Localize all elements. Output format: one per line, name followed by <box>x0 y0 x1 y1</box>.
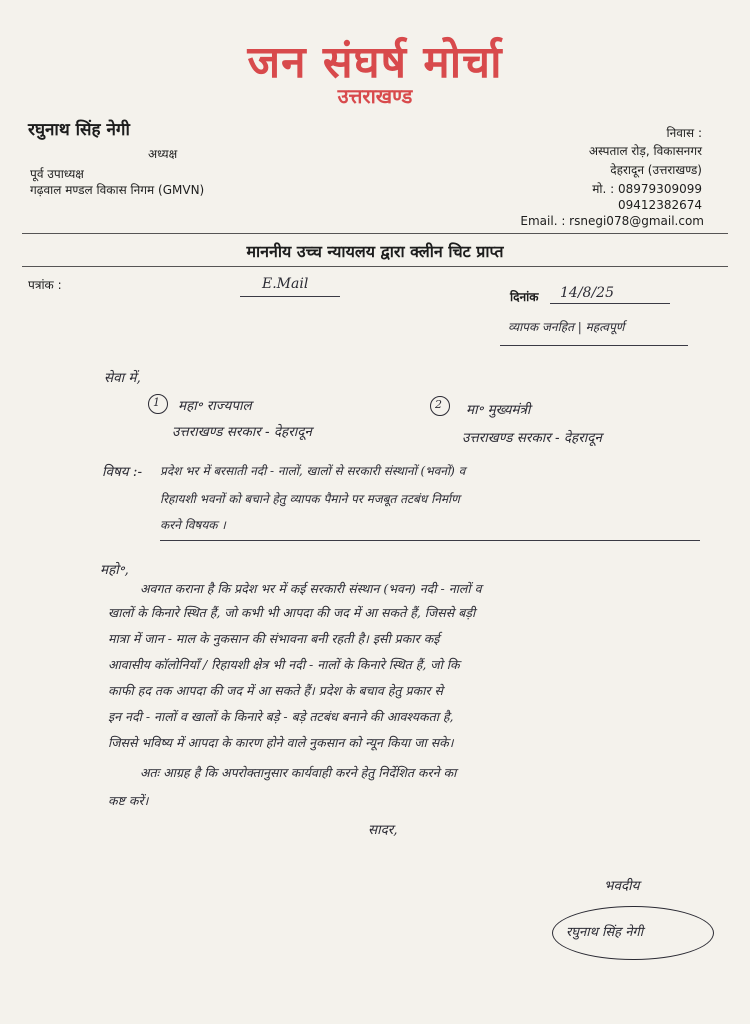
org-state: उत्तराखण्ड <box>337 84 413 108</box>
recipient-1-name: महा॰ राज्यपाल <box>178 398 252 414</box>
residence-label: निवास : <box>666 126 702 140</box>
former-org: गढ़वाल मण्डल विकास निगम (GMVN) <box>30 183 205 197</box>
former-post: पूर्व उपाध्यक्ष <box>30 167 84 181</box>
salutation: सेवा में, <box>104 370 141 386</box>
tag-underline <box>500 345 688 346</box>
recipient-2-number: 2 <box>435 398 442 411</box>
mobile-1: मो. : 08979309099 <box>592 182 702 196</box>
subject-line-2: रिहायशी भवनों को बचाने हेतु व्यापक पैमाने पर मजबूत तटबंध निर्माण <box>160 492 460 506</box>
tag-handwritten: व्यापक जनहित | महत्वपूर्ण <box>508 320 625 334</box>
sign-label: भवदीय <box>604 878 640 894</box>
banner-text: माननीय उच्च न्यायलय द्वारा क्लीन चिट प्राप्त <box>246 242 504 261</box>
patrank-label: पत्रांक : <box>28 278 62 292</box>
subject-line-1: प्रदेश भर में बरसाती नदी - नालों, खालों से सरकारी संस्थानों (भवनों) व <box>160 464 466 478</box>
recipient-2-name: मा॰ मुख्यमंत्री <box>466 402 531 418</box>
mobile-2: 09412382674 <box>618 198 702 212</box>
signature: रघुनाथ सिंह नेगी <box>566 925 644 940</box>
body-line: कष्ट करें। <box>108 793 149 808</box>
subject-label: विषय :- <box>102 464 143 480</box>
address-line-1: अस्पताल रोड़, विकासनगर <box>588 144 702 158</box>
date-handwritten: 14/8/25 <box>560 285 614 301</box>
dinank-label: दिनांक <box>510 290 539 304</box>
person-role: अध्यक्ष <box>148 147 178 161</box>
recipient-1-org: उत्तराखण्ड सरकार - देहरादून <box>172 424 312 440</box>
date-underline <box>550 303 670 304</box>
header-rule-top <box>22 233 728 234</box>
mode-handwritten: E.Mail <box>262 276 309 292</box>
email-address: Email. : rsnegi078@gmail.com <box>520 214 704 228</box>
subject-line-3: करने विषयक । <box>160 518 226 532</box>
mode-underline <box>240 296 340 297</box>
subject-underline <box>160 540 700 541</box>
body-line: मात्रा में जान - माल के नुकसान की संभावना बनी रहती है। इसी प्रकार कई <box>108 631 440 646</box>
body-line: काफी हद तक आपदा की जद में आ सकते हैं। प्रदेश के बचाव हेतु प्रकार से <box>108 683 444 698</box>
body-line: आवासीय कॉलोनियाँ / रिहायशी क्षेत्र भी नदी - नालों के किनारे स्थित हैं, जो कि <box>108 657 460 672</box>
body-line: जिससे भविष्य में आपदा के कारण होने वाले नुकसान को न्यून किया जा सके। <box>108 735 454 750</box>
greeting: महो॰, <box>100 562 129 578</box>
recipient-2-org: उत्तराखण्ड सरकार - देहरादून <box>462 430 602 446</box>
body-line: खालों के किनारे स्थित हैं, जो कभी भी आपदा की जद में आ सकते हैं, जिससे बड़ी <box>108 605 476 620</box>
body-line: अवगत कराना है कि प्रदेश भर में कई सरकारी संस्थान (भवन) नदी - नालों व <box>140 581 482 596</box>
address-line-2: देहरादून (उत्तराखण्ड) <box>610 163 702 177</box>
recipient-1-number: 1 <box>153 396 160 409</box>
body-line: इन नदी - नालों व खालों के किनारे बड़े - बड़े तटबंध बनाने की आवश्यकता है, <box>108 709 454 724</box>
body-line: अतः आग्रह है कि अपरोक्तानुसार कार्यवाही करने हेतु निर्देशित करने का <box>140 765 457 780</box>
org-title: जन संघर्ष मोर्चा <box>247 37 503 88</box>
header-rule-bottom <box>22 266 728 267</box>
closing: सादर, <box>368 822 398 838</box>
person-name: रघुनाथ सिंह नेगी <box>28 120 130 140</box>
